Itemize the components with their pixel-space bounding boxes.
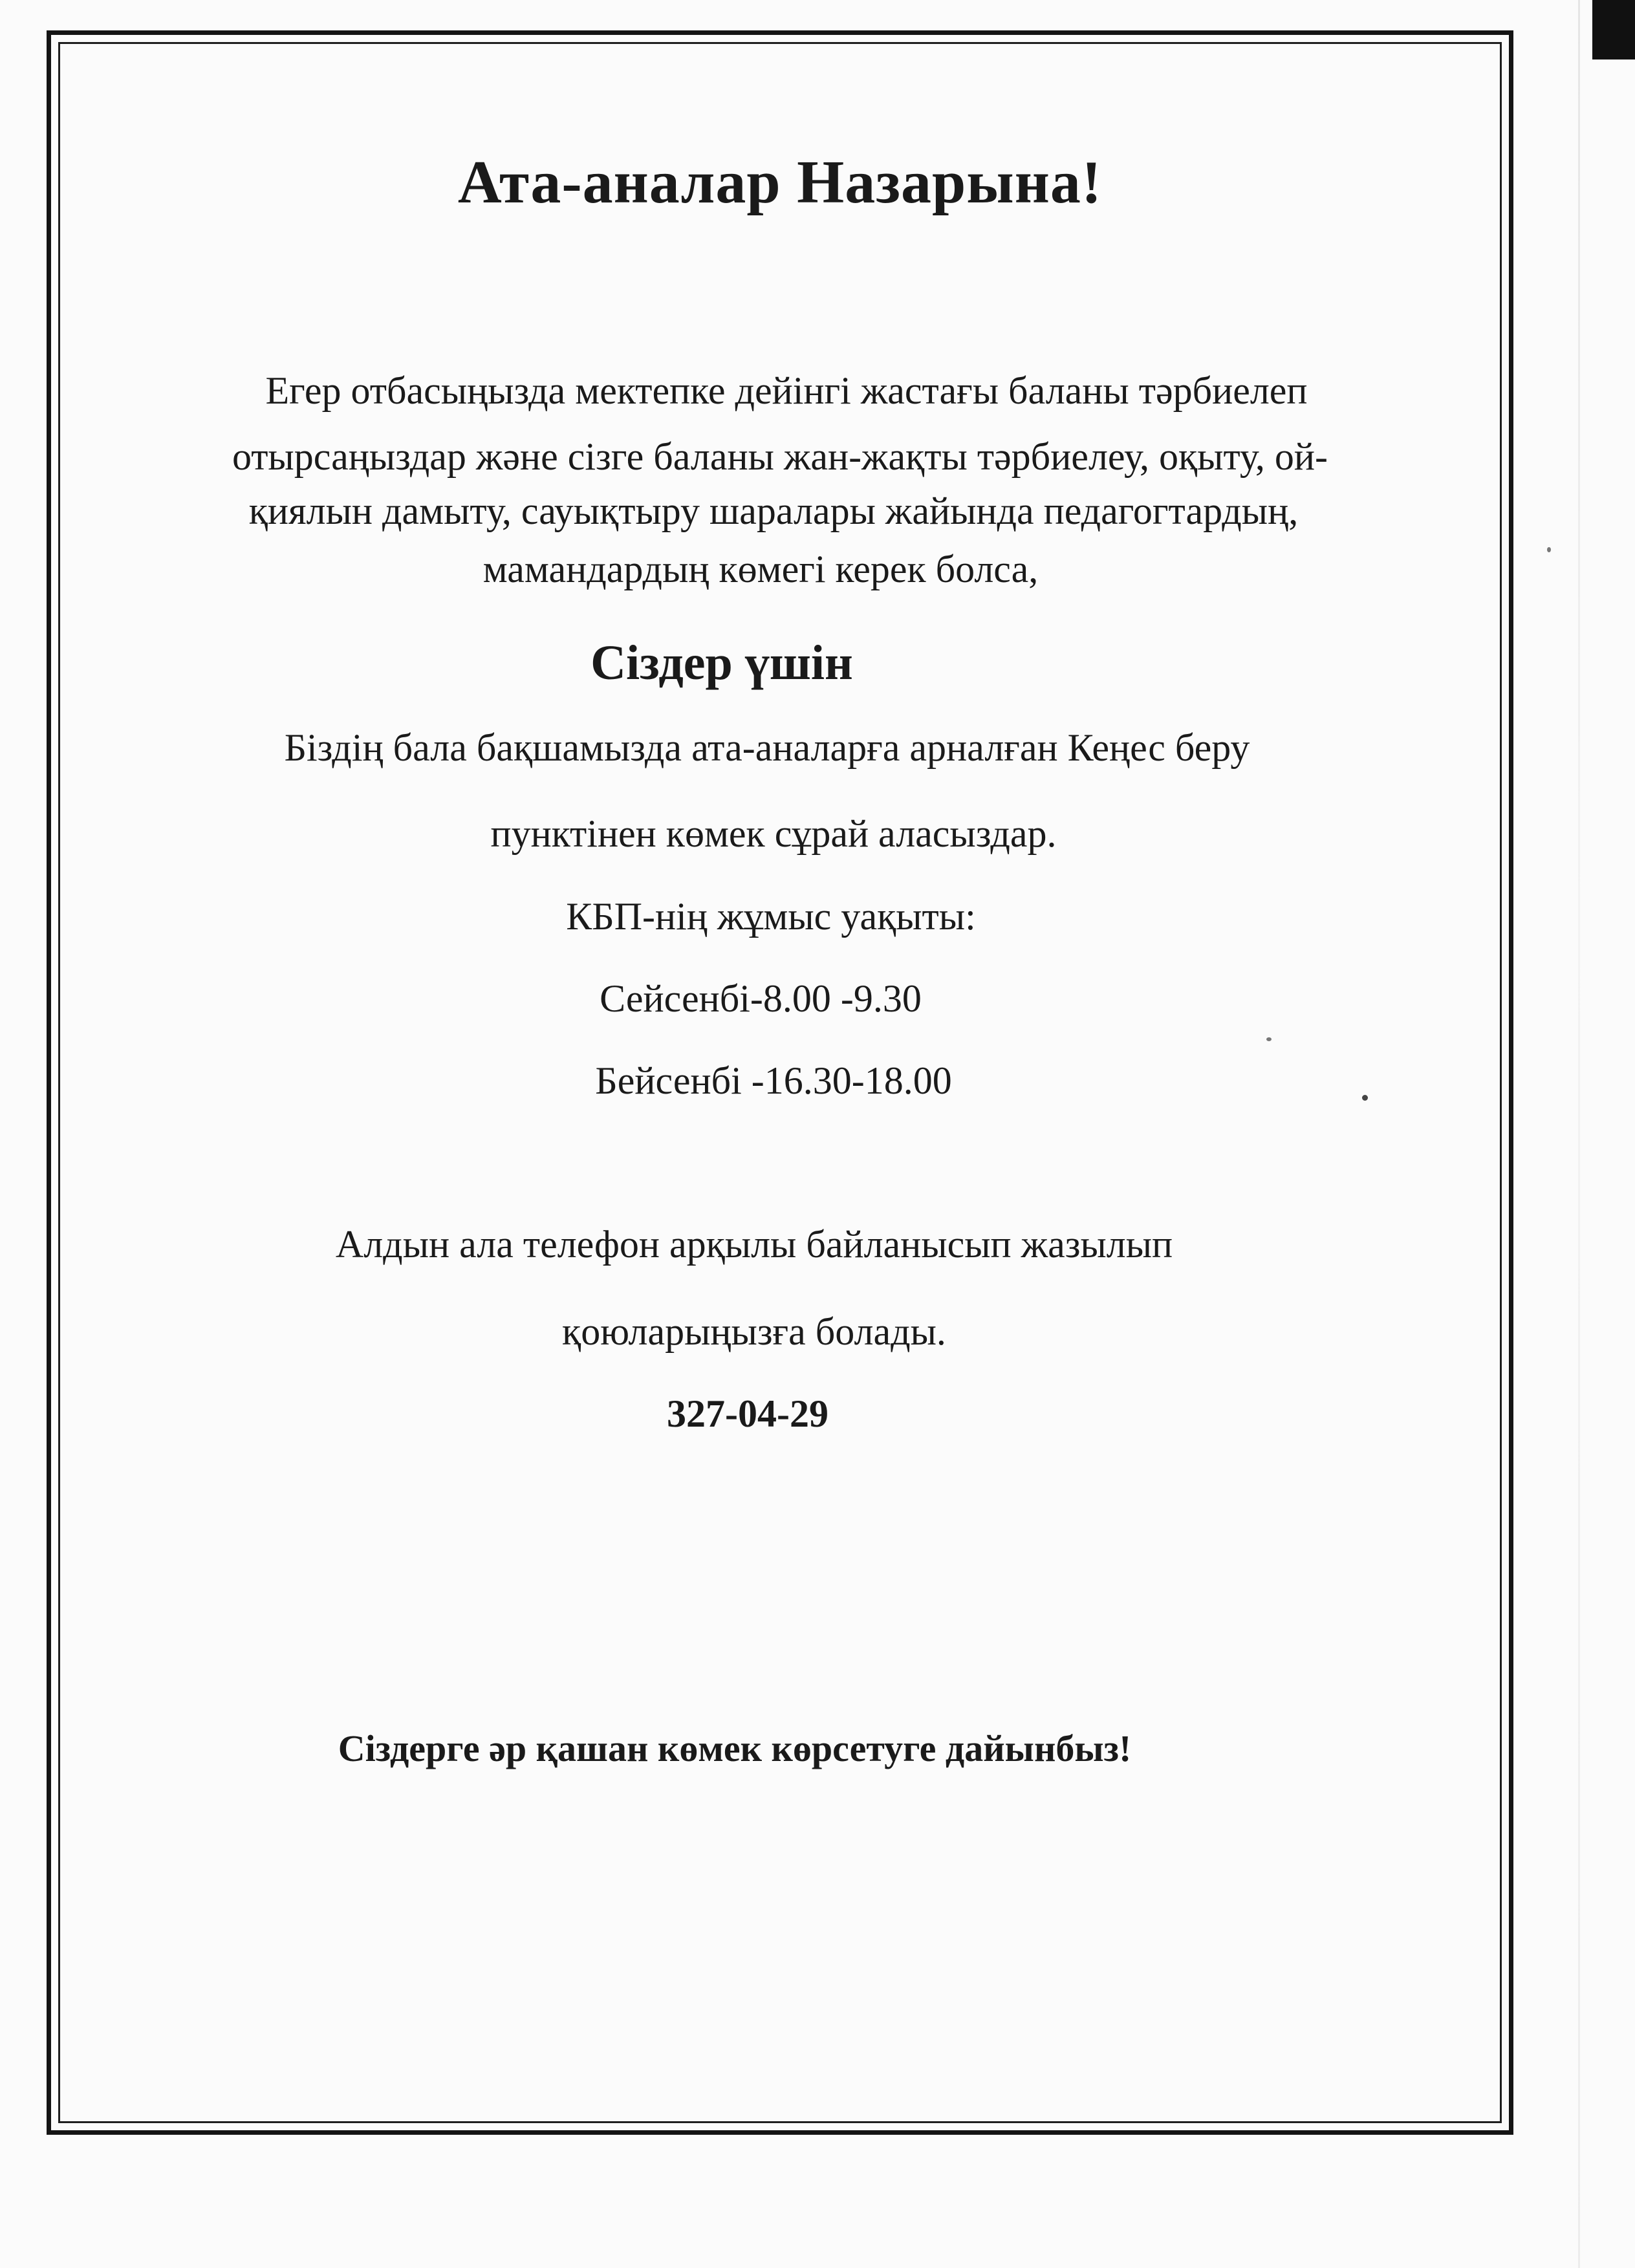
scan-edge	[1578, 0, 1580, 2268]
intro-line-2: отырсаңыздар және сізге баланы жан-жақты тәрбиелеу, оқыту, ой-	[232, 435, 1328, 478]
scan-speck	[1362, 1095, 1368, 1101]
closing-statement: Сіздерге әр қашан көмек көрсетуге дайынбыз!	[338, 1727, 1132, 1769]
contact-line-1: Алдын ала телефон арқылы байланысып жазылып	[335, 1223, 1173, 1266]
intro-line-4: мамандардың көмегі керек болса,	[482, 548, 1039, 590]
working-hours-tuesday: Сейсенбі-8.00 -9.30	[600, 977, 922, 1020]
offer-line-1: Біздің бала бақшамызда ата-аналарға арналған Кеңес беру	[284, 726, 1250, 769]
notice-title: Ата-аналар Назарына!	[457, 149, 1103, 216]
offer-line-2: пунктінен көмек сұрай аласыздар.	[490, 812, 1057, 855]
subheading: Сіздер үшін	[590, 636, 853, 690]
working-hours-thursday: Бейсенбі -16.30-18.00	[595, 1059, 952, 1102]
phone-number: 327-04-29	[667, 1392, 828, 1435]
contact-line-2: қоюларыңызға болады.	[562, 1310, 946, 1353]
scan-speck	[1266, 1037, 1272, 1041]
working-hours-label: КБП-нің жұмыс уақыты:	[566, 895, 976, 938]
intro-line-3: қиялын дамыту, сауықтыру шаралары жайында педагогтардың,	[248, 490, 1299, 532]
scan-speck	[1547, 547, 1551, 552]
scan-artifact	[1592, 0, 1635, 59]
intro-line-1: Егер отбасыңызда мектепке дейінгі жастағы баланы тәрбиелеп	[265, 369, 1308, 412]
